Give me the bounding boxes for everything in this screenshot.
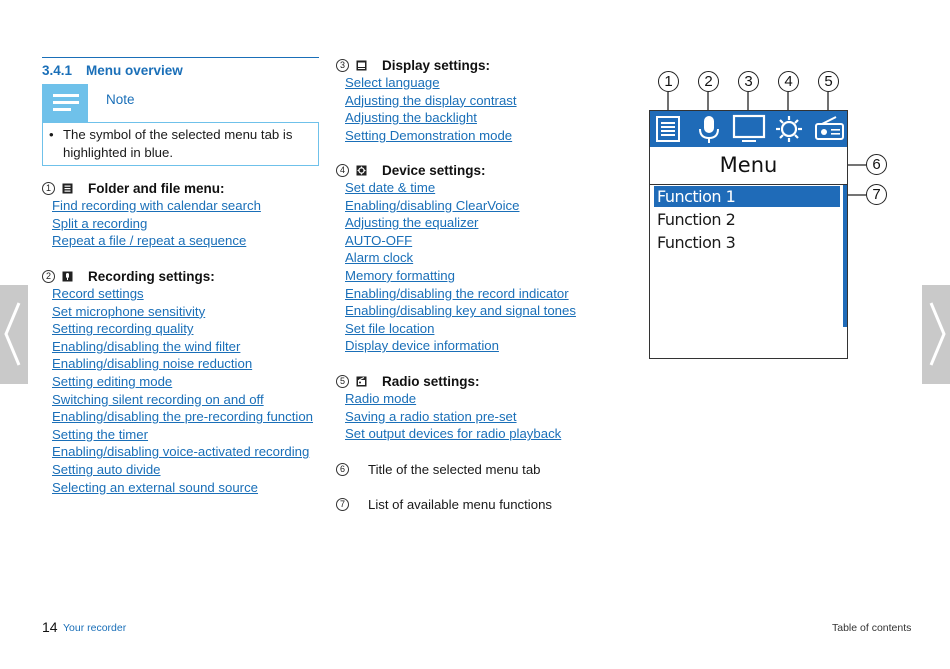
function-item-2[interactable]: Function 2 bbox=[657, 210, 736, 229]
link-noise-reduction[interactable]: Enabling/disabling noise reduction bbox=[52, 356, 253, 372]
callout-7: 7 bbox=[866, 184, 887, 205]
group-number: 2 bbox=[42, 270, 55, 283]
link-file-location[interactable]: Set file location bbox=[345, 320, 435, 336]
radio-icon bbox=[356, 376, 367, 387]
function-item-1[interactable]: Function 1 bbox=[654, 186, 840, 207]
group-heading bbox=[336, 56, 517, 74]
gear-icon bbox=[356, 165, 367, 176]
link-radio-preset[interactable]: Saving a radio station pre-set bbox=[345, 408, 517, 424]
group-heading bbox=[42, 267, 313, 285]
link-radio-mode[interactable]: Radio mode bbox=[345, 391, 417, 406]
link-editing-mode[interactable]: Setting editing mode bbox=[52, 373, 173, 389]
group-title: Device settings: bbox=[382, 162, 486, 178]
link-clearvoice[interactable]: Enabling/disabling ClearVoice bbox=[345, 197, 520, 213]
device-scrollbar bbox=[843, 185, 847, 327]
note-box bbox=[42, 122, 319, 166]
link-demo-mode[interactable]: Setting Demonstration mode bbox=[345, 127, 513, 143]
link-display-contrast[interactable]: Adjusting the display contrast bbox=[345, 92, 517, 108]
group-radio-settings bbox=[336, 372, 561, 443]
link-radio-output[interactable]: Set output devices for radio playback bbox=[345, 426, 562, 442]
chevron-right-icon bbox=[922, 285, 950, 384]
group-device-settings bbox=[336, 161, 576, 355]
previous-page-button[interactable] bbox=[0, 285, 28, 384]
tab-folder-file-icon[interactable] bbox=[657, 117, 679, 141]
group-heading bbox=[336, 372, 561, 390]
group-title: Folder and file menu: bbox=[88, 180, 225, 196]
folder-file-icon bbox=[62, 183, 73, 194]
link-repeat[interactable]: Repeat a file / repeat a sequence bbox=[52, 233, 247, 249]
note-icon bbox=[42, 84, 88, 122]
group-title: Radio settings: bbox=[382, 373, 480, 389]
tab-display-icon[interactable] bbox=[734, 116, 764, 142]
microphone-icon bbox=[62, 271, 73, 282]
link-wind-filter[interactable]: Enabling/disabling the wind filter bbox=[52, 338, 241, 354]
table-of-contents-link[interactable]: Table of contents bbox=[832, 622, 912, 634]
group-title: Recording settings: bbox=[88, 268, 215, 284]
group-number: 5 bbox=[336, 375, 349, 388]
legend-number: 6 bbox=[336, 463, 349, 476]
group-title: Display settings: bbox=[382, 57, 491, 73]
section-number: 3.4.1 bbox=[42, 63, 73, 78]
device-screen bbox=[649, 110, 848, 359]
group-heading bbox=[42, 179, 261, 197]
section-heading bbox=[42, 57, 319, 78]
bullet: • bbox=[49, 127, 54, 142]
link-timer[interactable]: Setting the timer bbox=[52, 426, 149, 442]
link-mic-sensitivity[interactable]: Set microphone sensitivity bbox=[52, 303, 206, 319]
callout-4: 4 bbox=[778, 71, 799, 92]
tab-microphone-icon[interactable] bbox=[700, 116, 718, 143]
link-alarm-clock[interactable]: Alarm clock bbox=[345, 250, 414, 266]
link-calendar-search[interactable]: Find recording with calendar search bbox=[52, 198, 261, 213]
legend-text: Title of the selected menu tab bbox=[368, 461, 541, 477]
note-label: Note bbox=[106, 92, 135, 107]
group-recording-settings bbox=[42, 267, 313, 496]
chevron-left-icon bbox=[0, 285, 28, 384]
link-backlight[interactable]: Adjusting the backlight bbox=[345, 110, 477, 126]
link-key-signal-tones[interactable]: Enabling/disabling key and signal tones bbox=[345, 303, 576, 319]
footer-section-link[interactable]: Your recorder bbox=[63, 622, 127, 634]
link-record-settings[interactable]: Record settings bbox=[52, 286, 144, 301]
link-recording-quality[interactable]: Setting recording quality bbox=[52, 321, 194, 337]
group-heading bbox=[336, 161, 576, 179]
group-display-settings bbox=[336, 56, 517, 144]
tab-radio-icon[interactable] bbox=[816, 117, 843, 139]
link-select-language[interactable]: Select language bbox=[345, 75, 440, 90]
link-silent-recording[interactable]: Switching silent recording on and off bbox=[52, 391, 264, 407]
legend-item-6 bbox=[336, 460, 541, 478]
link-device-info[interactable]: Display device information bbox=[345, 338, 499, 354]
callout-2: 2 bbox=[698, 71, 719, 92]
tab-gear-icon[interactable] bbox=[776, 116, 802, 142]
link-auto-off[interactable]: AUTO-OFF bbox=[345, 232, 413, 248]
link-voice-activated[interactable]: Enabling/disabling voice-activated recording bbox=[52, 444, 310, 460]
page-number: 14 bbox=[42, 619, 58, 635]
link-memory-formatting[interactable]: Memory formatting bbox=[345, 267, 455, 283]
link-record-indicator[interactable]: Enabling/disabling the record indicator bbox=[345, 285, 569, 301]
group-number: 3 bbox=[336, 59, 349, 72]
next-page-button[interactable] bbox=[922, 285, 950, 384]
link-pre-recording[interactable]: Enabling/disabling the pre-recording function bbox=[52, 409, 313, 425]
display-icon bbox=[356, 60, 367, 71]
callout-1: 1 bbox=[658, 71, 679, 92]
menu-title: Menu bbox=[650, 147, 847, 185]
callout-5: 5 bbox=[818, 71, 839, 92]
group-folder-file bbox=[42, 179, 261, 250]
legend-number: 7 bbox=[336, 498, 349, 511]
note-text: The symbol of the selected menu tab is highlighted in blue. bbox=[63, 127, 293, 160]
callout-3: 3 bbox=[738, 71, 759, 92]
function-item-3[interactable]: Function 3 bbox=[657, 233, 736, 252]
group-number: 1 bbox=[42, 182, 55, 195]
callout-6: 6 bbox=[866, 154, 887, 175]
link-external-source[interactable]: Selecting an external sound source bbox=[52, 479, 259, 495]
link-split-recording[interactable]: Split a recording bbox=[52, 215, 148, 231]
link-equalizer[interactable]: Adjusting the equalizer bbox=[345, 215, 479, 231]
link-date-time[interactable]: Set date & time bbox=[345, 180, 436, 195]
group-number: 4 bbox=[336, 164, 349, 177]
legend-text: List of available menu functions bbox=[368, 496, 553, 512]
link-auto-divide[interactable]: Setting auto divide bbox=[52, 461, 161, 477]
section-title: Menu overview bbox=[86, 63, 183, 78]
menu-tab-bar bbox=[650, 111, 847, 147]
legend-item-7 bbox=[336, 495, 552, 513]
